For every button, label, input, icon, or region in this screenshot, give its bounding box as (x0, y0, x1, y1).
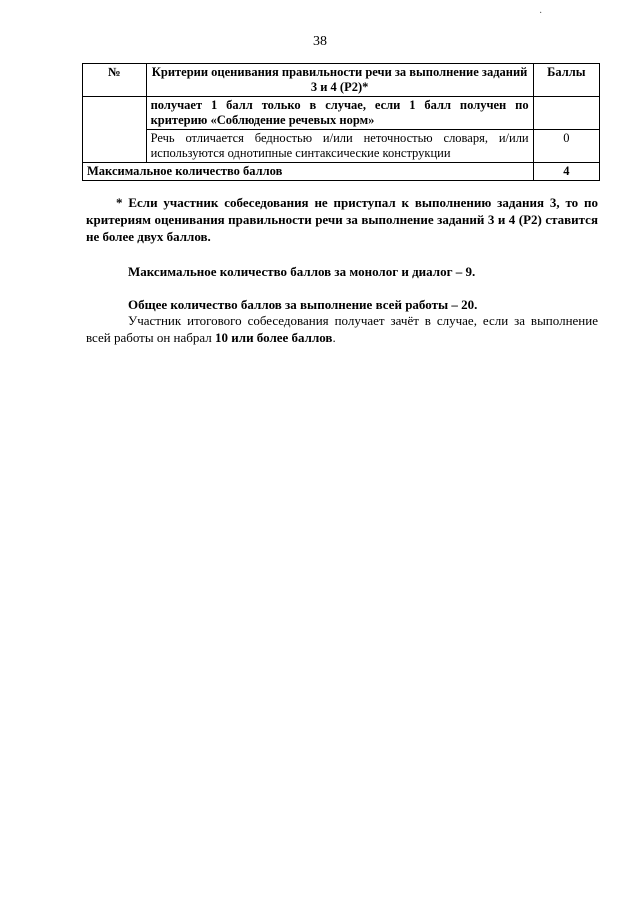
table-cell-score (533, 97, 599, 130)
pass-condition-prefix: Участник итогового собеседования получает зачёт в случае, если за выполнение всей работы он набрал (86, 313, 598, 345)
max-score-value: 4 (533, 163, 599, 181)
scan-mark: · (539, 8, 543, 19)
pass-condition-threshold: 10 или более баллов (215, 330, 333, 345)
table-row (83, 130, 600, 163)
pass-condition-paragraph (86, 312, 598, 346)
page-number: 38 (313, 34, 327, 49)
table-cell-criteria: Речь отличается бедностью и/или неточностью словаря, и/или используются однотипные синтаксические конструкции (146, 130, 533, 163)
header-score: Баллы (533, 64, 599, 97)
header-criteria: Критерии оценивания правильности речи за выполнение заданий 3 и 4 (Р2)* (146, 64, 533, 97)
table-cell-num (83, 97, 147, 163)
table-row (83, 97, 600, 130)
table-row-max (83, 163, 600, 181)
max-score-label: Максимальное количество баллов (83, 163, 534, 181)
table-cell-score: 0 (533, 130, 599, 163)
max-monolog-dialog-text: Максимальное количество баллов за монолог и диалог – 9. (128, 264, 476, 279)
total-score-text: Общее количество баллов за выполнение всей работы – 20. (128, 297, 478, 312)
table-cell-criteria: получает 1 балл только в случае, если 1 балл получен по критерию «Соблюдение речевых норм» (146, 97, 533, 130)
header-num: № (83, 64, 147, 97)
table-header-row (83, 64, 600, 97)
pass-condition-suffix: . (332, 330, 336, 345)
criteria-table (82, 63, 600, 181)
footnote-text: * Если участник собеседования не приступал к выполнению задания 3, то по критериям оценивания правильности речи за выполнение заданий 3 и 4 (Р2) ставится не более двух баллов. (86, 195, 598, 244)
